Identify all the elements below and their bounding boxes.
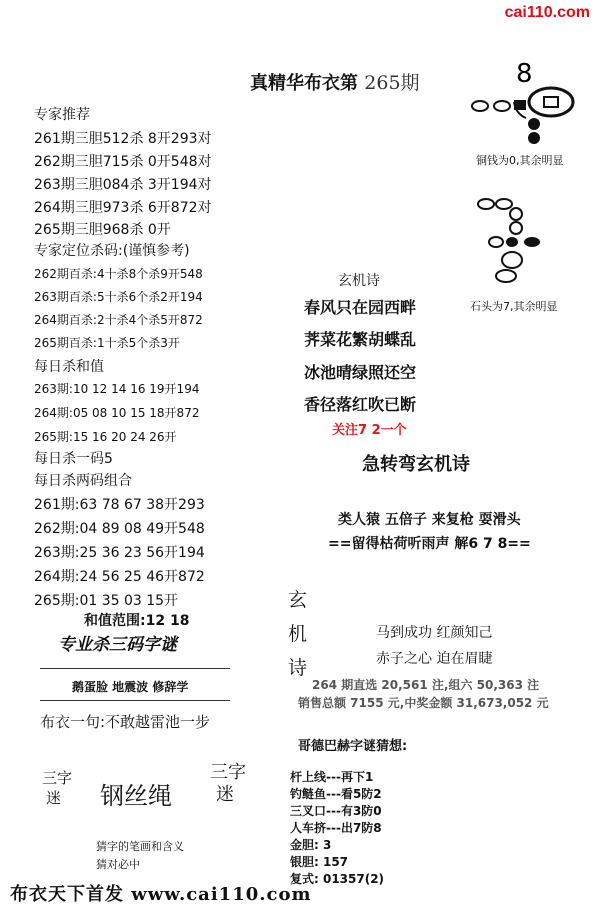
coin-caption: 铜钱为0,其余明显: [476, 154, 564, 167]
stone-figure: [472, 194, 562, 286]
position-line: 263期百杀:5十杀6个杀2开194: [34, 290, 203, 304]
combo-line: 264期:24 56 25 46开872: [34, 569, 205, 585]
sum-line: 265期:15 16 20 24 26开: [34, 430, 177, 444]
poem-line: 冰池晴绿照还空: [304, 363, 417, 382]
label-part: 迷: [216, 784, 234, 805]
label-part: 三字: [210, 762, 246, 783]
turn-line: 类人猿 五倍子 来复枪 耍滑头: [338, 512, 521, 528]
combo-line: 262期:04 89 08 49开548: [34, 521, 205, 537]
three-char-label-2: [210, 762, 246, 806]
goethe-line: 人车挤---出7防8: [290, 821, 382, 835]
riddle-hint: 鹅蛋脸 地震波 修辞学: [72, 680, 189, 694]
combo-line: 261期:63 78 67 38开293: [34, 497, 205, 513]
sales-line: 销售总额 7155 元,中奖金额 31,673,052 元: [298, 696, 549, 710]
turn-line: ==留得枯荷听雨声 解6 7 8==: [328, 536, 531, 552]
goethe-line: 银胆: 157: [290, 855, 349, 869]
expert-line: 263期三胆084杀 3开194对: [34, 177, 212, 193]
three-char-label: [42, 768, 72, 808]
xuanji-line: 赤子之心 迫在眉睫: [376, 651, 493, 667]
poem-heading: 玄机诗: [338, 273, 380, 289]
footer-banner: 布衣天下首发 www.cai110.com: [10, 884, 312, 905]
combo-heading: 每日杀两码组合: [34, 473, 132, 489]
caption-line: 猜对必中: [96, 858, 140, 871]
focus-note: 关注7 2一个: [332, 423, 407, 438]
site-logo: cai110.com: [504, 4, 590, 21]
goethe-line: 钓鲢鱼---看5防2: [290, 787, 382, 801]
sales-line: 264 期直选 20,561 注,组六 50,363 注: [312, 678, 540, 692]
position-line: 264期百杀:2十杀4个杀5开872: [34, 313, 203, 327]
xuanji-line: 马到成功 红颜知己: [376, 625, 493, 641]
goethe-line: 复式: 01357(2): [290, 872, 385, 886]
divider: [40, 700, 230, 701]
coin-figure-digit: 8: [516, 59, 533, 89]
sum-line: 264期:05 08 10 15 18开872: [34, 406, 200, 420]
riddle-word: 钢丝绳: [100, 782, 172, 810]
xuanji-label: 机: [288, 623, 308, 645]
page-title: [250, 68, 420, 95]
poem-line: 春风只在园西畔: [304, 298, 417, 317]
position-line: 262期百杀:4十杀8个杀9开548: [34, 267, 203, 281]
goethe-line: 杆上线---再下1: [290, 770, 374, 784]
combo-line: 265期:01 35 03 15开: [34, 593, 179, 609]
xuanji-label: 玄: [288, 589, 308, 611]
turn-title: 急转弯玄机诗: [362, 454, 470, 475]
combo-line: 263期:25 36 23 56开194: [34, 545, 205, 561]
position-heading: 专家定位杀码:(谨慎参考): [34, 243, 190, 259]
caption-line: 猜字的笔画和含义: [96, 840, 184, 853]
divider: [40, 668, 230, 669]
expert-line: 262期三胆715杀 0开548对: [34, 154, 212, 170]
poem-line: 荠菜花繁胡蝶乱: [304, 330, 417, 349]
expert-heading: 专家推荐: [34, 107, 90, 123]
expert-line: 261期三胆512杀 8开293对: [34, 131, 212, 147]
coin-figure: [466, 58, 586, 150]
sum-heading: 每日杀和值: [34, 359, 104, 375]
label-part: 三字: [42, 769, 73, 787]
expert-line: 264期三胆973杀 6开872对: [34, 200, 212, 216]
title-text: 真精华布衣第: [250, 73, 358, 94]
goethe-heading: 哥德巴赫字谜猜想:: [298, 739, 408, 754]
label-part: 迷: [46, 789, 62, 807]
riddle-title: 专业杀三码字谜: [58, 635, 177, 655]
xuanji-label: 诗: [288, 657, 308, 679]
expert-line: 265期三胆968杀 0开: [34, 222, 171, 238]
goethe-line: 三叉口---有3防0: [290, 804, 382, 818]
stone-caption: 石头为7,其余明显: [470, 300, 558, 313]
sum-range: 和值范围:12 18: [84, 613, 190, 629]
kill-one: 每日杀一码5: [34, 451, 113, 467]
goethe-line: 金胆: 3: [290, 838, 332, 852]
title-issue: 265期: [364, 72, 420, 94]
sum-line: 263期:10 12 14 16 19开194: [34, 382, 200, 396]
buyi-line: 布衣一句:不敢越雷池一步: [40, 713, 211, 731]
poem-line: 香径落红吹已断: [304, 395, 417, 414]
position-line: 265期百杀:1十杀5个杀3开: [34, 336, 180, 350]
